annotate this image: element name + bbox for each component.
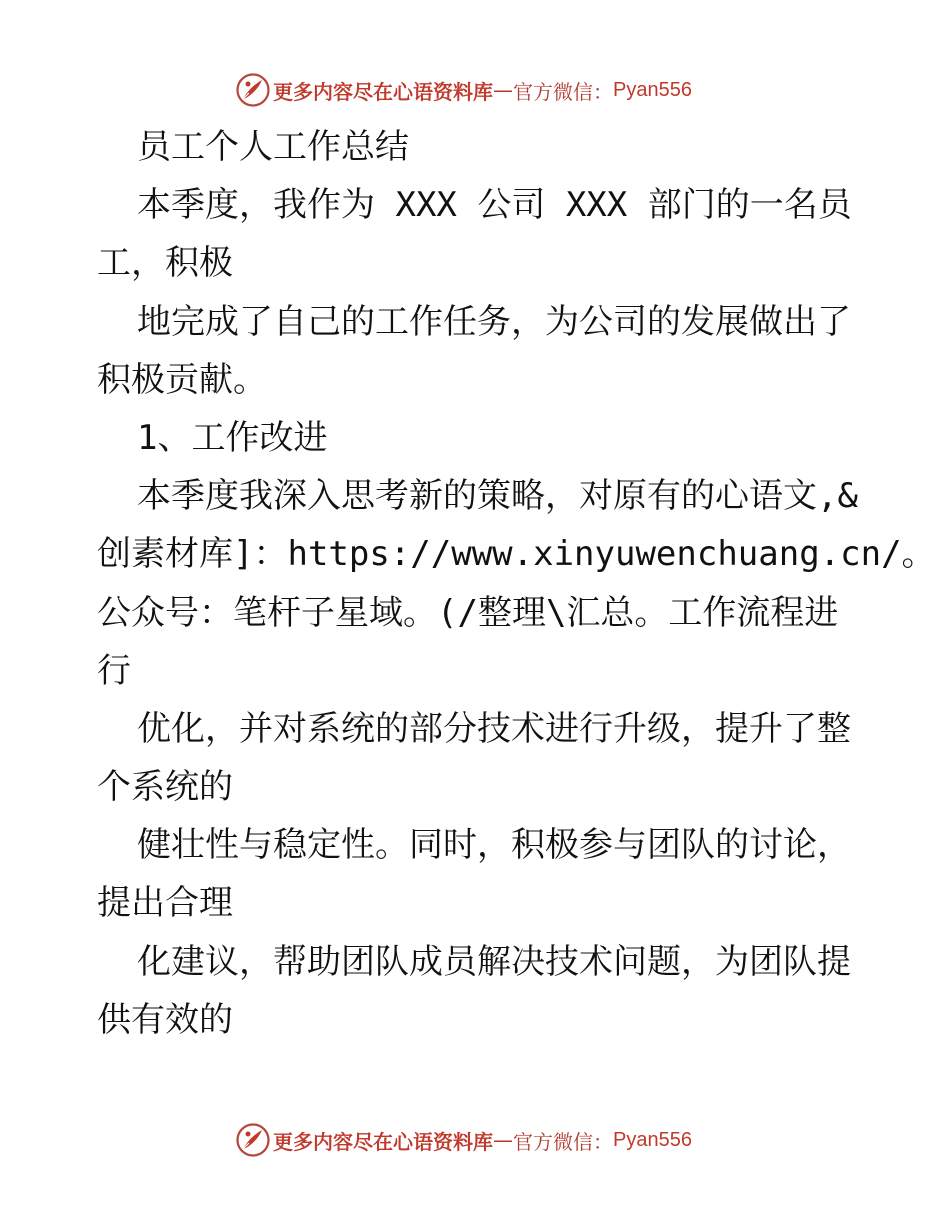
paragraph-line: 化建议，帮助团队成员解决技术问题，为团队提	[137, 941, 851, 982]
banner-separator: —	[493, 1128, 513, 1152]
paragraph-line: 工，积极	[97, 243, 233, 284]
document-body	[97, 118, 936, 1049]
paragraph-line: 提出合理	[97, 883, 233, 924]
banner-wechat-id: Pyan556	[613, 78, 692, 101]
paragraph-line: 优化，并对系统的部分技术进行升级，提升了整	[137, 708, 851, 749]
paragraph-line: 创素材库]：https://www.xinyuwenchuang.cn/。	[97, 534, 936, 575]
header-banner[interactable]	[235, 72, 692, 108]
footer-banner[interactable]	[235, 1122, 692, 1158]
section-heading: 1、工作改进	[137, 417, 328, 458]
paragraph-line: 本季度，我作为 XXX 公司 XXX 部门的一名员	[137, 185, 852, 226]
banner-title: 更多内容尽在心语资料库	[273, 79, 493, 104]
quill-pen-logo-icon	[235, 1122, 271, 1158]
paragraph-line: 行	[97, 650, 131, 691]
banner-separator: —	[493, 78, 513, 102]
paragraph-line: 积极贡献。	[97, 359, 267, 400]
document-title: 员工个人工作总结	[137, 127, 409, 167]
paragraph-line: 地完成了自己的工作任务，为公司的发展做出了	[137, 301, 851, 342]
paragraph-line: 本季度我深入思考新的策略，对原有的心语文,&	[137, 476, 858, 517]
paragraph-line: 个系统的	[97, 767, 233, 808]
banner-subtitle: 官方微信：	[513, 1129, 613, 1154]
paragraph-line: 健壮性与稳定性。同时，积极参与团队的讨论，	[137, 825, 851, 866]
paragraph-line: 供有效的	[97, 999, 233, 1040]
banner-subtitle: 官方微信：	[513, 79, 613, 104]
banner-title: 更多内容尽在心语资料库	[273, 1129, 493, 1154]
banner-wechat-id: Pyan556	[613, 1128, 692, 1151]
quill-pen-logo-icon	[235, 72, 271, 108]
paragraph-line: 公众号：笔杆子星域。(/整理\汇总。工作流程进	[97, 592, 839, 633]
